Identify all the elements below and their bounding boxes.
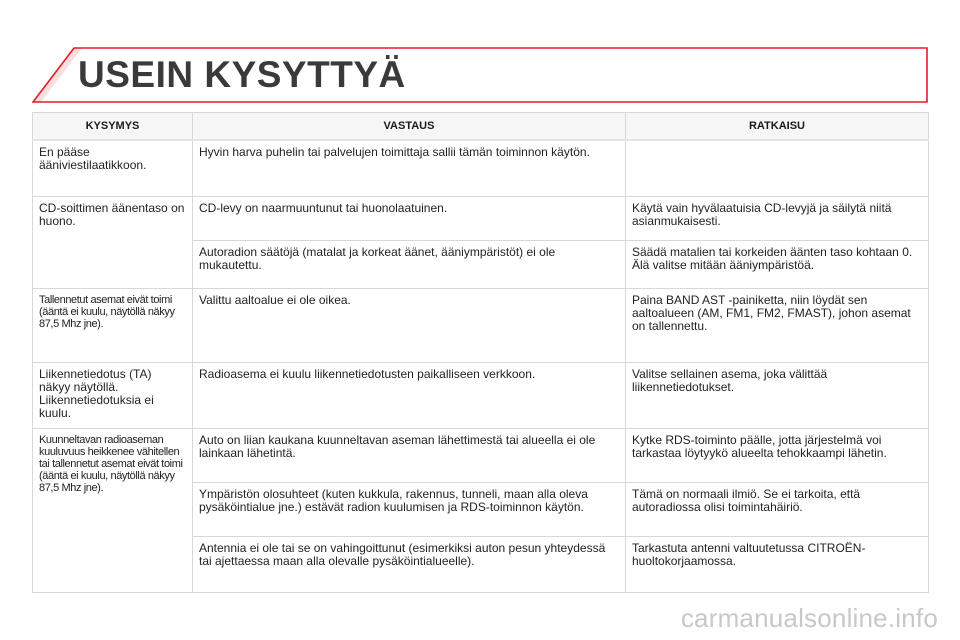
answer-cell: CD-levy on naarmuuntunut tai huonolaatuinen. — [193, 196, 626, 240]
table-row — [33, 428, 929, 482]
answer-cell: Autoradion säätöjä (matalat ja korkeat äänet, ääniympäristöt) ei ole mukautettu. — [193, 240, 626, 288]
question-cell: CD-soittimen äänentaso on huono. — [33, 196, 193, 288]
table-header-row — [33, 113, 929, 141]
solution-cell: Paina BAND AST -painiketta, niin löydät sen aaltoalueen (AM, FM1, FM2, FMAST), johon asemat on tallennettu. — [626, 288, 929, 362]
header-answer: VASTAUS — [193, 113, 626, 141]
solution-cell — [626, 140, 929, 196]
answer-cell: Antennia ei ole tai se on vahingoittunut (esimerkiksi auton pesun yhteydessä tai ajettaessa maan alla olevalle pysäköintialueelle). — [193, 536, 626, 592]
table-row — [33, 140, 929, 196]
answer-cell: Hyvin harva puhelin tai palvelujen toimittaja sallii tämän toiminnon käytön. — [193, 140, 626, 196]
solution-cell: Valitse sellainen asema, joka välittää liikennetiedotukset. — [626, 362, 929, 428]
header-question: KYSYMYS — [33, 113, 193, 141]
solution-cell: Käytä vain hyvälaatuisia CD-levyjä ja säilytä niitä asianmukaisesti. — [626, 196, 929, 240]
page-title: USEIN KYSYTTYÄ — [78, 54, 406, 95]
solution-cell: Kytke RDS-toiminto päälle, jotta järjestelmä voi tarkastaa löytyykö alueelta tehokkaampi lähetin. — [626, 428, 929, 482]
faq-table — [32, 112, 929, 593]
question-cell: Liikennetiedotus (TA) näkyy näytöllä. Liikennetiedotuksia ei kuulu. — [33, 362, 193, 428]
question-cell: Kuunneltavan radioaseman kuuluvuus heikkenee vähitellen tai tallennetut asemat eivät toimi (ääntä ei kuulu, näytöllä näkyy 87,5 Mhz jne). — [33, 428, 193, 592]
solution-cell: Säädä matalien tai korkeiden äänten taso kohtaan 0. Älä valitse mitään ääniympäristöä. — [626, 240, 929, 288]
table-row — [33, 288, 929, 362]
header-solution: RATKAISU — [626, 113, 929, 141]
question-cell: Tallennetut asemat eivät toimi (ääntä ei kuulu, näytöllä näkyy 87,5 Mhz jne). — [33, 288, 193, 362]
question-cell: En pääse ääniviestilaatikkoon. — [33, 140, 193, 196]
answer-cell: Radioasema ei kuulu liikennetiedotusten paikalliseen verkkoon. — [193, 362, 626, 428]
answer-cell: Valittu aaltoalue ei ole oikea. — [193, 288, 626, 362]
solution-cell: Tämä on normaali ilmiö. Se ei tarkoita, että autoradiossa olisi toimintahäiriö. — [626, 482, 929, 536]
answer-cell: Ympäristön olosuhteet (kuten kukkula, rakennus, tunneli, maan alla oleva pysäköintialue jne.) estävät radion kuulumisen ja RDS-toiminnon käytön. — [193, 482, 626, 536]
solution-cell: Tarkastuta antenni valtuutetussa CITROËN-huoltokorjaamossa. — [626, 536, 929, 592]
table-row — [33, 362, 929, 428]
answer-cell: Auto on liian kaukana kuunneltavan aseman lähettimestä tai alueella ei ole lainkaan lähetintä. — [193, 428, 626, 482]
watermark: carmanualsonline.info — [680, 603, 938, 633]
table-row — [33, 196, 929, 240]
